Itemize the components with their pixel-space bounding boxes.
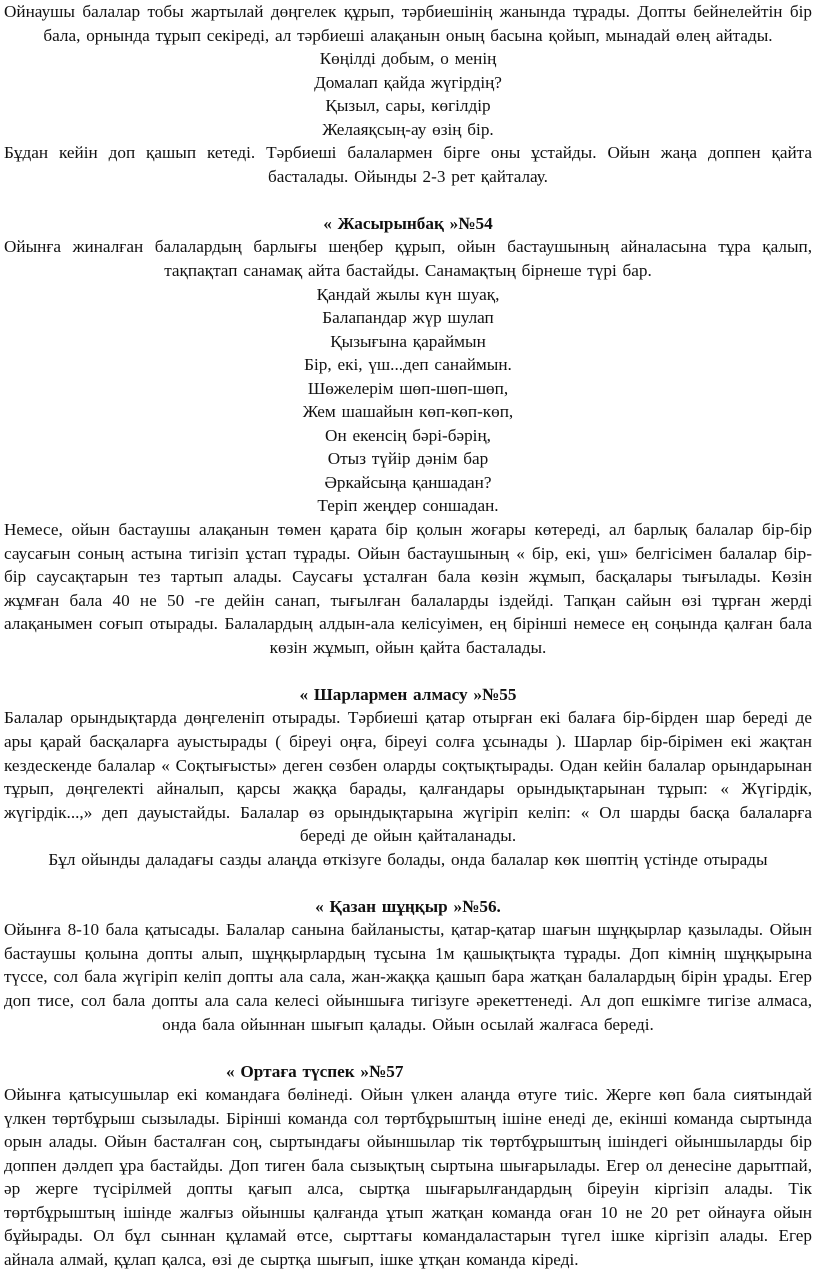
- verse-line: Қандай жылы күн шуақ,: [316, 284, 500, 304]
- intro-verse: [4, 47, 812, 141]
- intro-paragraph-1: Ойнаушы балалар тобы жартылай дөңгелек құрып, тәрбиешінің жанында тұрады. Допты бейнелейтін бір бала, орнында тұрып секіреді, ал тәрбиеші алақанын оның басына қойып, мынадай өлең айтады.: [4, 2, 812, 45]
- game-55-paragraph-1: Балалар орындықтарда дөңгеленіп отырады. Тәрбиеші қатар отырған екі балаға бір-бірден шар береді де ары қарай басқаларға ауыстырады ( біреуі оңға, біреуі солға ұсынады ). Шарлар бір-бірімен екі жақтан кездескенде балалар « Соқтығысты» деген сөзбен оларды соқтықтырады. Одан кейін балалар орындарынан тұрып, дөңгелекті айналып, қарсы жаққа барады, қалғандары орындықтарынан тұрып: « Жүгірдік, жүгірдік...,» деп дауыстайды. Балалар өз орындықтарына жүгіріп келіп: « Ол шарды басқа балаларға береді де ойын қайталанады.: [4, 708, 812, 846]
- verse-line: Әркайсыңа қаншадан?: [324, 472, 492, 492]
- intro-paragraph-2: Бұдан кейін доп қашып кетеді. Тәрбиеші балалармен бірге оны ұстайды. Ойын жаңа доппен қайта басталады. Ойынды 2-3 рет қайталау.: [4, 143, 812, 186]
- verse-line: Көңілді добым, о менің: [319, 49, 497, 69]
- verse-line: Отыз түйір дәнім бар: [327, 449, 489, 469]
- game-55-title: « Шарлармен алмасу »№55: [299, 684, 517, 704]
- verse-line: Бір, екі, үш...деп санаймын.: [304, 355, 512, 375]
- game-54-paragraph-1: Ойынға жиналған балалардың барлығы шеңбер құрып, ойын бастаушының айналасына тұра қалып, тақпақтап санамақ айта бастайды. Санамақтың бірнеше түрі бар.: [4, 237, 812, 281]
- verse-line: Теріп жеңдер соншадан.: [317, 496, 499, 516]
- game-57-title: « Ортаға түспек »№57: [226, 1061, 404, 1081]
- verse-line: Балапандар жүр шулап: [322, 308, 494, 328]
- verse-line: Қызыл, сары, көгілдір: [325, 96, 491, 116]
- game-56-title: « Қазан шұңқыр »№56.: [315, 896, 501, 916]
- verse-line: Домалап қайда жүгірдің?: [314, 72, 502, 92]
- verse-line: Желаяқсың-ау өзің бір.: [322, 119, 494, 139]
- verse-line: Қызығына қараймын: [330, 331, 486, 351]
- game-54-title: « Жасырынбақ »№54: [323, 213, 493, 233]
- verse-line: Он екенсің бәрі-бәрің,: [325, 425, 491, 445]
- verse-line: Жем шашайын көп-көп-көп,: [302, 402, 514, 422]
- game-54-paragraph-2: Немесе, ойын бастаушы алақанын төмен қарата бір қолын жоғары көтереді, ал барлық балалар бір-бір саусағын соның астына тигізіп ұстап тұрады. Ойын бастаушының « бір, екі, үш» белгісімен балалар бір-бір саусақтарын тез тартып алады. Саусағы ұсталған бала көзін жұмып, басқалары тығылады. Көзін жұмған бала 40 не 50 -ге дейін санап, тығылған балаларды іздейді. Тапқан сайын өзі тұрған жерді алақанымен соғып отырады. Балалардың алдын-ала келісуімен, ең бірінші немесе ең соңында қалған бала көзін жұмып, ойын қайта басталады.: [4, 520, 812, 657]
- game-54-verse: [4, 283, 812, 518]
- game-55-paragraph-2: Бұл ойынды даладағы сазды алаңда өткізуге болады, онда балалар көк шөптің үстінде отырады: [48, 849, 768, 869]
- game-57-paragraph-1: Ойынға қатысушылар екі командаға бөлінеді. Ойын үлкен алаңда өтуге тиіс. Жерге көп бала сиятындай үлкен төртбұрыш сызылады. Бірінші команда сол төртбұрыштың ішіне енеді де, екінші команда сыртында орын алады. Ойын басталған соң, сыртындағы ойыншылар тік төртбұрыштың ішіндегі ойыншыларды бір доппен дәлдеп ұра бастайды. Доп тиген бала сызықтың сыртына шығарылады. Егер ол денесіне дарытпай, әр жерге түсірілмей допты қағып алса, сыртқа шығарылғандардың біреуін кіргізіп алады. Тік төртбұрыштың ішінде жалғыз ойыншы қалғанда ұтып жатқан команда оған 10 не 20 рет ойнауға ойын бұйырады. Ол бұл сыннан құламай өтсе, сырттағы командаластарын түгел ішке кіргізіп алады. Егер айнала алмай, құлап қалса, өзі де сыртқа шығып, ішке ұтқан команда кіреді.: [4, 1085, 812, 1269]
- game-56-paragraph-1: Ойынға 8-10 бала қатысады. Балалар санына байланысты, қатар-қатар шағын шұңқырлар қазылады. Ойын бастаушы қолына допты алып, шұңқырлардың тұсына 1м қашықтықта тұрады. Доп кімнің шұңқырына түссе, сол бала жүгіріп келіп допты ала сала, жан-жаққа қашып бара жатқан балалардың бірін ұрады. Егер доп тисе, сол бала допты ала сала келесі ойыншыға тигізуге әрекеттенеді. Ал доп ешкімге тигізе алмаса, онда бала ойыннан шығып қалады. Ойын осылай жалғаса береді.: [4, 920, 812, 1034]
- verse-line: Шөжелерім шөп-шөп-шөп,: [307, 378, 509, 398]
